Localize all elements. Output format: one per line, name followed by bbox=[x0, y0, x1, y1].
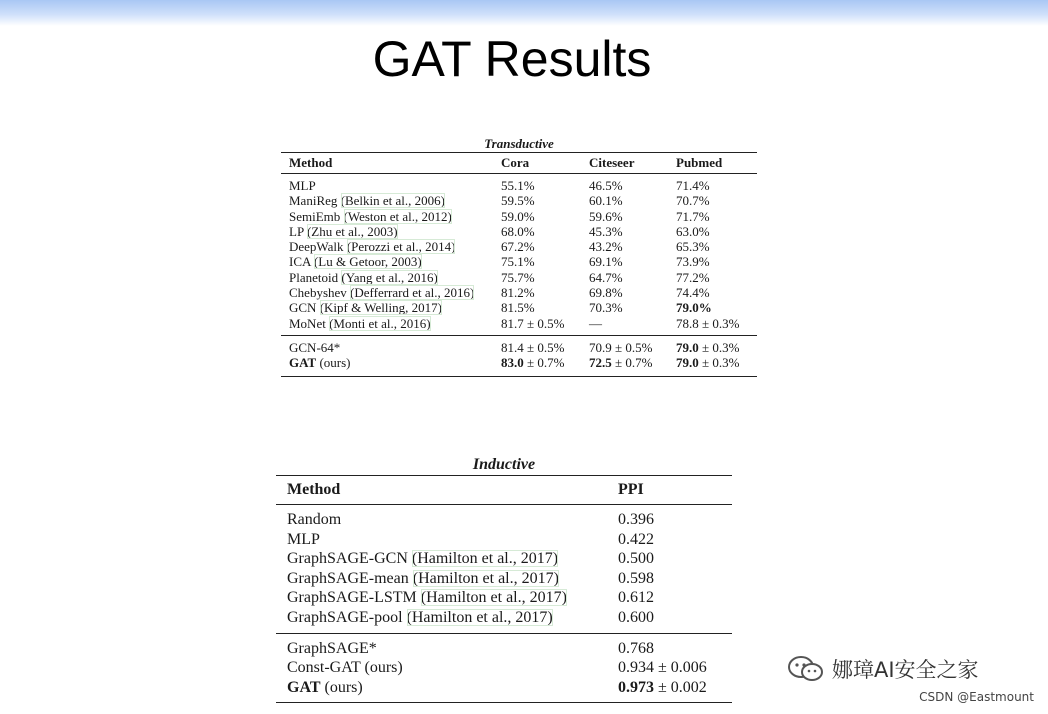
citation-link[interactable]: (Hamilton et al., 2017) bbox=[411, 550, 559, 568]
value-cell: 59.6% bbox=[589, 208, 623, 224]
method-cell: GraphSAGE* bbox=[287, 639, 377, 657]
slide-title: GAT Results bbox=[372, 31, 652, 87]
wechat-icon bbox=[786, 654, 826, 684]
value-cell: 63.0% bbox=[676, 223, 710, 239]
value-cell: 0.612 bbox=[618, 589, 654, 607]
citation-link[interactable]: (Hamilton et al., 2017) bbox=[412, 569, 559, 587]
value-cell: 0.422 bbox=[618, 530, 654, 548]
table-row bbox=[281, 355, 757, 376]
value-cell: 75.1% bbox=[501, 254, 535, 270]
value-cell: 75.7% bbox=[501, 269, 535, 285]
value-cell: 0.768 bbox=[618, 639, 654, 657]
table-row bbox=[281, 254, 757, 269]
value-cell: 69.1% bbox=[589, 254, 623, 270]
citation-link[interactable]: (Weston et al., 2012) bbox=[343, 208, 452, 224]
table-caption: Transductive bbox=[484, 136, 554, 151]
table-row bbox=[281, 335, 757, 355]
method-cell: GAT (ours) bbox=[289, 355, 351, 371]
value-cell: — bbox=[589, 315, 602, 331]
value-cell: 59.0% bbox=[501, 208, 535, 224]
value-cell: 79.0% bbox=[676, 300, 712, 316]
method-cell: MLP bbox=[289, 178, 316, 193]
value-cell: 0.396 bbox=[618, 511, 654, 528]
slide-header-band bbox=[0, 0, 1048, 26]
column-header: Method bbox=[289, 155, 333, 170]
value-cell: 45.3% bbox=[589, 223, 623, 239]
value-cell: 0.600 bbox=[618, 608, 654, 626]
method-cell: DeepWalk (Perozzi et al., 2014) bbox=[289, 239, 456, 255]
value-cell: 60.1% bbox=[589, 193, 623, 209]
inductive-results-table bbox=[276, 455, 732, 703]
table-row bbox=[281, 285, 757, 300]
table-row bbox=[276, 608, 732, 633]
column-header: PPI bbox=[618, 481, 644, 498]
table-row bbox=[276, 530, 732, 550]
method-cell: GraphSAGE-mean (Hamilton et al., 2017) bbox=[287, 569, 559, 587]
value-cell: 77.2% bbox=[676, 269, 710, 285]
column-header: Citeseer bbox=[589, 155, 635, 170]
value-cell: 70.7% bbox=[676, 193, 710, 209]
value-cell: 81.2% bbox=[501, 285, 535, 301]
citation-link[interactable]: (Perozzi et al., 2014) bbox=[346, 239, 456, 255]
value-cell: 71.4% bbox=[676, 178, 710, 193]
table-row bbox=[276, 569, 732, 589]
table-row bbox=[281, 209, 757, 224]
citation-link[interactable]: (Yang et al., 2016) bbox=[341, 269, 438, 285]
value-cell: 69.8% bbox=[589, 285, 623, 301]
method-cell: Const-GAT (ours) bbox=[287, 659, 403, 677]
method-cell: Random bbox=[287, 511, 342, 528]
value-cell: 59.5% bbox=[501, 193, 535, 209]
value-cell: 81.5% bbox=[501, 300, 535, 316]
value-cell: 81.7 ± 0.5% bbox=[501, 315, 565, 331]
value-cell: 46.5% bbox=[589, 178, 623, 193]
table-row bbox=[281, 193, 757, 208]
value-cell: 83.0 ± 0.7% bbox=[501, 355, 565, 371]
value-cell: 79.0 ± 0.3% bbox=[676, 355, 740, 371]
method-cell: MoNet (Monti et al., 2016) bbox=[289, 315, 431, 331]
value-cell: 73.9% bbox=[676, 254, 710, 270]
method-cell: ManiReg (Belkin et al., 2006) bbox=[289, 193, 445, 209]
table-row bbox=[276, 505, 732, 530]
value-cell: 0.934 ± 0.006 bbox=[618, 659, 707, 677]
table-row bbox=[276, 658, 732, 678]
table-row bbox=[281, 270, 757, 285]
value-cell: 64.7% bbox=[589, 269, 623, 285]
method-cell: GraphSAGE-pool (Hamilton et al., 2017) bbox=[287, 608, 553, 626]
method-cell: SemiEmb (Weston et al., 2012) bbox=[289, 208, 452, 224]
method-cell: Planetoid (Yang et al., 2016) bbox=[289, 269, 438, 285]
method-cell: MLP bbox=[287, 530, 320, 548]
value-cell: 79.0 ± 0.3% bbox=[676, 339, 740, 355]
citation-link[interactable]: (Defferrard et al., 2016) bbox=[350, 285, 475, 301]
value-cell: 65.3% bbox=[676, 239, 710, 255]
citation-link[interactable]: (Monti et al., 2016) bbox=[329, 315, 431, 331]
method-cell: GCN-64* bbox=[289, 339, 341, 355]
column-header: Pubmed bbox=[676, 155, 723, 170]
column-header: Method bbox=[287, 481, 341, 498]
table-header-row bbox=[281, 153, 757, 174]
table-row bbox=[281, 174, 757, 194]
table-row bbox=[281, 300, 757, 315]
value-cell: 78.8 ± 0.3% bbox=[676, 315, 740, 331]
table-row bbox=[276, 633, 732, 658]
method-cell: GCN (Kipf & Welling, 2017) bbox=[289, 300, 442, 316]
citation-link[interactable]: (Kipf & Welling, 2017) bbox=[319, 300, 442, 316]
value-cell: 67.2% bbox=[501, 239, 535, 255]
method-cell: LP (Zhu et al., 2003) bbox=[289, 223, 398, 239]
citation-link[interactable]: (Belkin et al., 2006) bbox=[340, 193, 445, 209]
method-cell: GraphSAGE-GCN (Hamilton et al., 2017) bbox=[287, 550, 559, 568]
value-cell: 68.0% bbox=[501, 223, 535, 239]
value-cell: 74.4% bbox=[676, 285, 710, 301]
citation-link[interactable]: (Hamilton et al., 2017) bbox=[406, 608, 553, 626]
value-cell: 0.500 bbox=[618, 550, 654, 568]
value-cell: 72.5 ± 0.7% bbox=[589, 355, 653, 371]
table-row bbox=[281, 224, 757, 239]
table-caption: Inductive bbox=[472, 456, 536, 473]
value-cell: 71.7% bbox=[676, 208, 710, 224]
method-cell: GAT (ours) bbox=[287, 678, 363, 696]
watermark-text: 娜璋AI安全之家 bbox=[832, 658, 979, 682]
value-cell: 81.4 ± 0.5% bbox=[501, 339, 565, 355]
table-row bbox=[276, 549, 732, 569]
value-cell: 0.973 ± 0.002 bbox=[618, 678, 707, 696]
method-cell: ICA (Lu & Getoor, 2003) bbox=[289, 254, 422, 270]
value-cell: 70.3% bbox=[589, 300, 623, 316]
column-header: Cora bbox=[501, 155, 530, 170]
value-cell: 70.9 ± 0.5% bbox=[589, 339, 653, 355]
table-row bbox=[276, 588, 732, 608]
citation-link[interactable]: (Hamilton et al., 2017) bbox=[420, 589, 567, 607]
table-row bbox=[281, 316, 757, 336]
citation-link[interactable]: (Lu & Getoor, 2003) bbox=[313, 254, 422, 270]
table-row bbox=[281, 239, 757, 254]
table-row bbox=[276, 678, 732, 703]
transductive-results-table bbox=[281, 136, 757, 377]
method-cell: GraphSAGE-LSTM (Hamilton et al., 2017) bbox=[287, 589, 567, 607]
method-cell: Chebyshev (Defferrard et al., 2016) bbox=[289, 285, 475, 301]
value-cell: 55.1% bbox=[501, 178, 535, 193]
citation-link[interactable]: (Zhu et al., 2003) bbox=[306, 223, 398, 239]
value-cell: 0.598 bbox=[618, 569, 654, 587]
source-credit: CSDN @Eastmount bbox=[919, 690, 1034, 704]
table-header-row bbox=[276, 476, 732, 505]
wechat-watermark bbox=[786, 652, 979, 686]
value-cell: 43.2% bbox=[589, 239, 623, 255]
